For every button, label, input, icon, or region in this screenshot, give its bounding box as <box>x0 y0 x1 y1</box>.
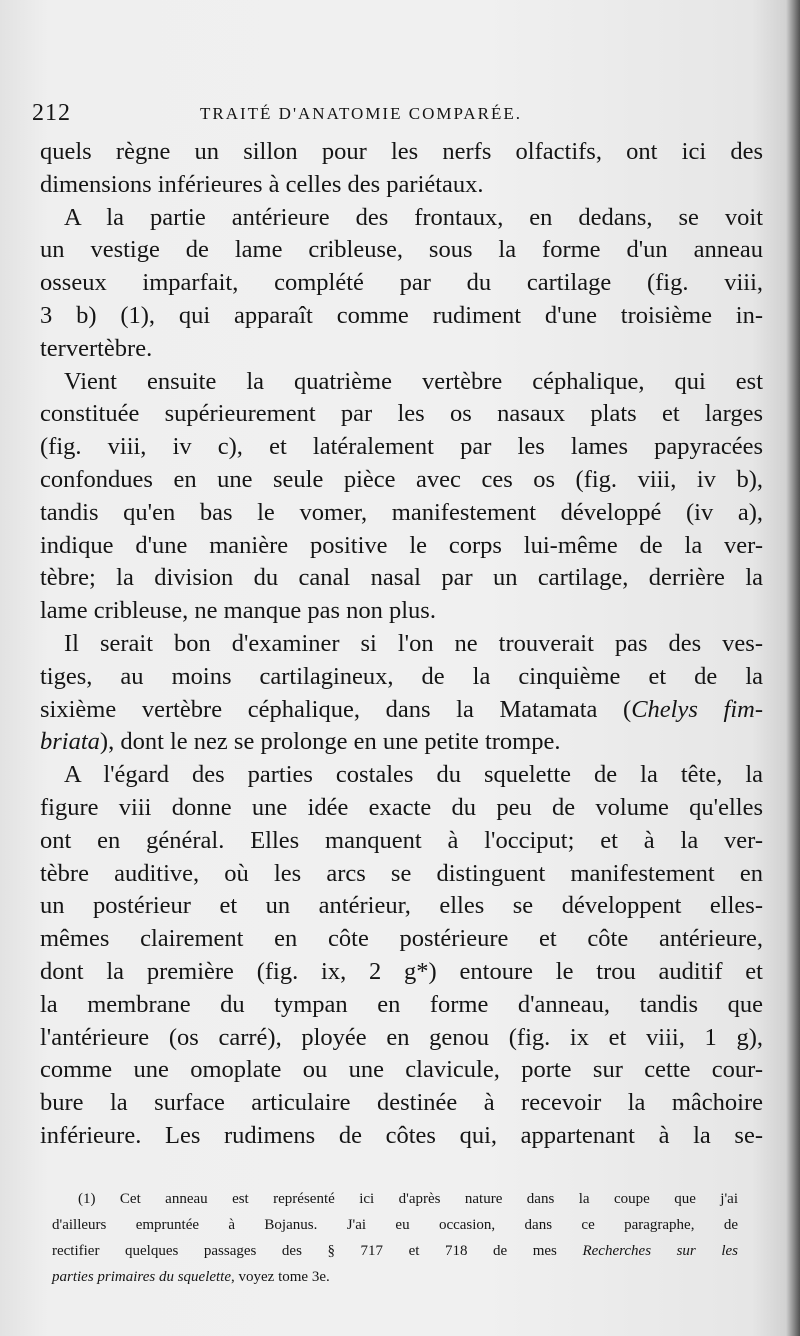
text-line: tervertèbre. <box>40 334 153 362</box>
footnote-line: (1) Cet anneau est représenté ici d'après nature dans la coupe que j'ai <box>78 1191 738 1207</box>
footnote-line <box>52 1238 738 1264</box>
page-edge-shadow <box>786 0 800 1336</box>
text-segment: rectifier quelques passages des § 717 et 718 de mes <box>52 1243 583 1259</box>
running-head <box>32 100 770 132</box>
text-line <box>40 726 763 759</box>
text-line: un postérieur et un antérieur, elles se développent elles- <box>40 892 763 920</box>
text-line: (fig. viii, iv c), et latéralement par les lames papyracées <box>40 433 763 461</box>
text-line: lame cribleuse, ne manque pas non plus. <box>40 597 436 625</box>
text-line: un vestige de lame cribleuse, sous la forme d'un anneau <box>40 236 763 264</box>
text-line: tiges, au moins cartilagineux, de la cinquième et de la <box>40 662 763 690</box>
body-text <box>40 136 763 1153</box>
species-name-italic: briata <box>40 728 100 756</box>
text-segment: ), dont le nez se prolonge en une petite trompe. <box>99 728 561 756</box>
text-line: la membrane du tympan en forme d'anneau, tandis que <box>40 990 763 1018</box>
footnote <box>52 1186 738 1290</box>
book-title-italic: Recherches sur les <box>582 1243 738 1259</box>
text-line: tèbre auditive, où les arcs se distinguent manifestement en <box>40 859 763 887</box>
text-line: indique d'une manière positive le corps lui-même de la ver- <box>40 531 763 559</box>
text-line: 3 b) (1), qui apparaît comme rudiment d'une troisième in- <box>40 301 763 329</box>
text-line: dimensions inférieures à celles des pariétaux. <box>40 170 484 198</box>
text-line: ont en général. Elles manquent à l'occiput; et à la ver- <box>40 826 763 854</box>
text-line: inférieure. Les rudimens de côtes qui, appartenant à la se- <box>40 1121 763 1149</box>
running-title: TRAITÉ D'ANATOMIE COMPARÉE. <box>200 104 522 123</box>
text-line <box>40 694 763 727</box>
text-line: A l'égard des parties costales du squelette de la tête, la <box>64 761 763 789</box>
footnote-line <box>52 1264 738 1290</box>
text-line: osseux imparfait, complété par du cartilage (fig. viii, <box>40 269 763 297</box>
text-line: l'antérieure (os carré), ployée en genou (fig. ix et viii, 1 g), <box>40 1023 763 1051</box>
page-number: 212 <box>32 100 71 126</box>
text-line: comme une omoplate ou une clavicule, porte sur cette cour- <box>40 1056 763 1084</box>
species-name-italic: Chelys fim- <box>631 695 764 723</box>
text-line: dont la première (fig. ix, 2 g*) entoure le trou auditif et <box>40 957 763 985</box>
text-line: constituée supérieurement par les os nasaux plats et larges <box>40 400 763 428</box>
text-line: Vient ensuite la quatrième vertèbre céphalique, qui est <box>64 367 763 395</box>
book-title-italic: parties primaires du squelette <box>52 1269 232 1285</box>
text-line: tèbre; la division du canal nasal par un cartilage, derrière la <box>40 564 763 592</box>
text-line: bure la surface articulaire destinée à recevoir la mâchoire <box>40 1089 763 1117</box>
text-segment: , voyez tome 3e. <box>231 1269 330 1285</box>
text-line: tandis qu'en bas le vomer, manifestement développé (iv a), <box>40 498 763 526</box>
footnote-line: d'ailleurs empruntée à Bojanus. J'ai eu occasion, dans ce paragraphe, de <box>52 1217 738 1233</box>
text-segment: sixième vertèbre céphalique, dans la Matamata ( <box>40 695 632 723</box>
text-line: A la partie antérieure des frontaux, en dedans, se voit <box>64 203 763 231</box>
text-line: quels règne un sillon pour les nerfs olfactifs, ont ici des <box>40 138 763 165</box>
text-line: confondues en une seule pièce avec ces os (fig. viii, iv b), <box>40 465 763 493</box>
text-line: Il serait bon d'examiner si l'on ne trouverait pas des ves- <box>64 629 763 657</box>
text-line: mêmes clairement en côte postérieure et côte antérieure, <box>40 925 763 953</box>
text-line: figure viii donne une idée exacte du peu de volume qu'elles <box>40 793 763 821</box>
